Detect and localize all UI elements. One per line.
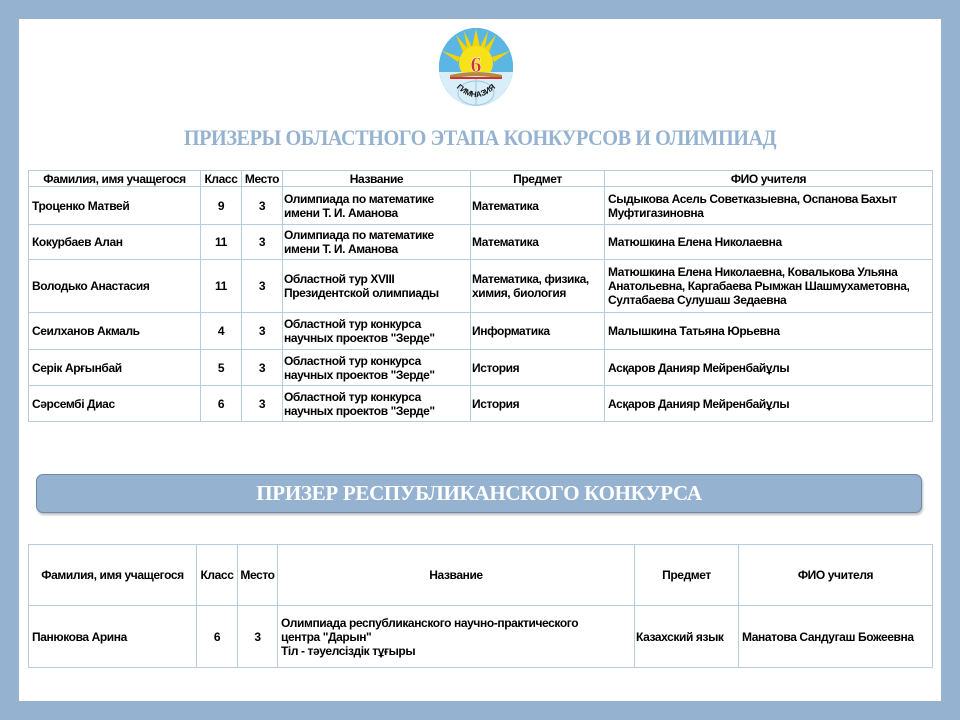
cell-place: 3 — [242, 350, 283, 386]
table-row — [29, 260, 933, 313]
table-row — [29, 225, 933, 260]
header-subject: Предмет — [635, 545, 739, 606]
header-teacher: ФИО учителя — [739, 545, 933, 606]
header-place: Место — [238, 545, 278, 606]
cell-grade: 9 — [201, 187, 242, 225]
cell-title: Областной тур конкурса научных проектов "Зерде" — [283, 313, 471, 350]
cell-teacher: Матюшкина Елена Николаевна — [605, 225, 933, 260]
cell-grade: 6 — [201, 386, 242, 422]
cell-subject: Математика — [471, 225, 605, 260]
cell-place: 3 — [242, 386, 283, 422]
cell-name: Панюкова Арина — [29, 606, 197, 668]
cell-name: Володько Анастасия — [29, 260, 201, 313]
cell-subject: История — [471, 350, 605, 386]
header-title: Название — [283, 171, 471, 187]
cell-subject: Математика — [471, 187, 605, 225]
table-row — [29, 606, 933, 668]
cell-place: 3 — [242, 313, 283, 350]
cell-name: Сәрсембі Диас — [29, 386, 201, 422]
cell-subject: Казахский язык — [635, 606, 739, 668]
cell-grade: 5 — [201, 350, 242, 386]
cell-title: Олимпиада по математике имени Т. И. Аманова — [283, 187, 471, 225]
header-subject: Предмет — [471, 171, 605, 187]
section1-title: ПРИЗЕРЫ ОБЛАСТНОГО ЭТАПА КОНКУРСОВ И ОЛИМПИАД — [183, 125, 777, 150]
logo-text: ГИМНАЗИЯ — [454, 82, 498, 100]
cell-place: 3 — [242, 187, 283, 225]
cell-name: Кокурбаев Алан — [29, 225, 201, 260]
cell-place: 3 — [238, 606, 278, 668]
cell-teacher: Малышкина Татьяна Юрьевна — [605, 313, 933, 350]
cell-teacher: Асқаров Данияр Мейренбайұлы — [605, 386, 933, 422]
cell-teacher: Сыдыкова Асель Советказыевна, Оспанова Бахыт Муфтигазиновна — [605, 187, 933, 225]
cell-teacher: Матюшкина Елена Николаевна, Ковалькова Ульяна Анатольевна, Каргабаева Рымжан Шашмухаметовна, Султабаева Сулушаш Зедаевна — [605, 260, 933, 313]
cell-subject: Информатика — [471, 313, 605, 350]
title-line-2: Тіл - тәуелсіздік тұғыры — [281, 643, 416, 658]
cell-title: Областной тур конкурса научных проектов "Зерде" — [283, 350, 471, 386]
cell-teacher: Асқаров Данияр Мейренбайұлы — [605, 350, 933, 386]
cell-name: Серік Арғынбай — [29, 350, 201, 386]
header-grade: Класс — [201, 171, 242, 187]
table-row — [29, 187, 933, 225]
header-grade: Класс — [197, 545, 238, 606]
cell-name: Троценко Матвей — [29, 187, 201, 225]
cell-title: Областной тур XVIII Президентской олимпиады — [283, 260, 471, 313]
cell-title: Областной тур конкурса научных проектов "Зерде" — [283, 386, 471, 422]
gymnasium-logo — [436, 27, 516, 107]
cell-grade: 6 — [197, 606, 238, 668]
header-name: Фамилия, имя учащегося — [29, 171, 201, 187]
republican-prizewinner-table — [28, 544, 933, 668]
cell-place: 3 — [242, 260, 283, 313]
table-row — [29, 313, 933, 350]
cell-subject: История — [471, 386, 605, 422]
cell-name: Сеилханов Акмаль — [29, 313, 201, 350]
header-teacher: ФИО учителя — [605, 171, 933, 187]
cell-place: 3 — [242, 225, 283, 260]
table-row — [29, 350, 933, 386]
cell-grade: 4 — [201, 313, 242, 350]
header-name: Фамилия, имя учащегося — [29, 545, 197, 606]
table-row — [29, 386, 933, 422]
cell-teacher: Манатова Сандугаш Божеевна — [739, 606, 933, 668]
cell-grade: 11 — [201, 260, 242, 313]
table-header-row — [29, 171, 933, 187]
logo-number: 6 — [470, 52, 482, 77]
header-title: Название — [278, 545, 635, 606]
cell-subject: Математика, физика, химия, биология — [471, 260, 605, 313]
section2-banner: ПРИЗЕР РЕСПУБЛИКАНСКОГО КОНКУРСА — [36, 474, 922, 513]
cell-title: Олимпиада по математике имени Т. И. Аманова — [283, 225, 471, 260]
table-header-row — [29, 545, 933, 606]
title-line-1: Олимпиада республиканского научно-практического центра "Дарын" — [281, 615, 579, 644]
header-place: Место — [242, 171, 283, 187]
cell-title — [278, 606, 635, 668]
regional-prizewinners-table — [28, 170, 933, 422]
cell-grade: 11 — [201, 225, 242, 260]
